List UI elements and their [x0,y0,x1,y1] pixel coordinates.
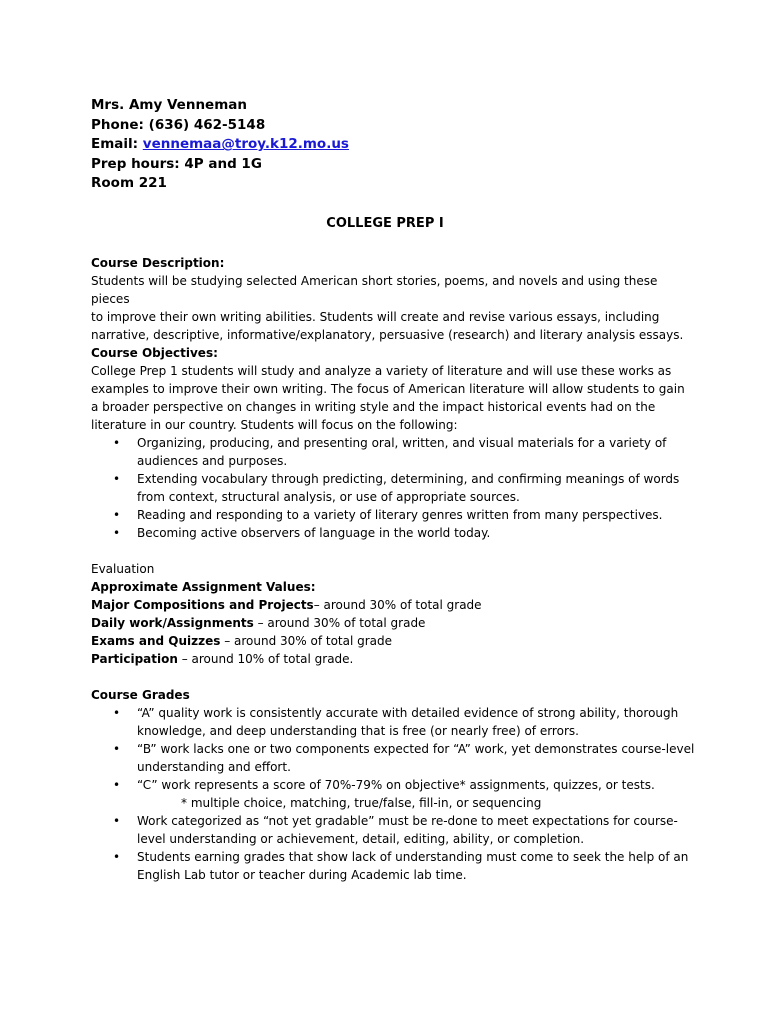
list-item-line: • Students earning grades that show lack of understanding must come to seek the help of an [137,850,689,864]
list-item-line: understanding and effort. [137,760,291,774]
section-heading: Course Grades [91,688,190,702]
weight-text: – around 30% of total grade [313,598,482,612]
list-item-line: • Extending vocabulary through predicting, determining, and confirming meanings of words [137,472,680,486]
grade-weight-row [91,614,691,632]
list-item-line: • “C” work represents a score of 70%-79% on objective* assignments, quizzes, or tests. [137,778,655,792]
grade-weight-row [91,632,691,650]
list-item-line: level understanding or achievement, detail, editing, ability, or completion. [137,832,585,846]
list-item-line: • Reading and responding to a variety of literary genres written from many perspectives. [137,508,663,522]
list-item [137,812,711,848]
subheading: Approximate Assignment Values: [91,580,316,594]
paragraph-line: to improve their own writing abilities. Students will create and revise various essays, including [91,310,660,324]
weight-label: Daily work/Assignments [91,616,254,630]
list-item-line: from context, structural analysis, or use of appropriate sources. [137,490,520,504]
list-item [137,434,691,470]
weight-label: Participation [91,652,178,666]
phone-line: Phone: (636) 462-5148 [91,116,266,133]
grade-weight-row [91,596,691,614]
list-item [137,776,711,812]
weight-label: Major Compositions and Projects [91,598,314,612]
course-description [91,254,691,344]
objectives-list [91,434,691,542]
room-number: Room 221 [91,175,167,192]
email-line [91,135,349,155]
list-item-line: audiences and purposes. [137,454,288,468]
page-title: COLLEGE PREP I [326,216,444,231]
paragraph-line: narrative, descriptive, informative/explanatory, persuasive (research) and literary analysis essays. [91,328,684,342]
email-label: Email: [91,136,143,153]
list-item [137,470,691,506]
course-objectives [91,344,691,542]
list-item-line: • “A” quality work is consistently accurate with detailed evidence of strong ability, thorough [137,706,679,720]
weight-text: – around 30% of total grade [220,634,393,648]
contact-header [91,96,349,194]
paragraph-line: a broader perspective on changes in writing style and the impact historical events had on the [91,400,656,414]
list-item-line: English Lab tutor or teacher during Academic lab time. [137,868,467,882]
list-item-line: • “B” work lacks one or two components expected for “A” work, yet demonstrates course-level [137,742,695,756]
section-heading: Evaluation [91,562,155,576]
list-item-line: • Organizing, producing, and presenting oral, written, and visual materials for a variety of [137,436,667,450]
weight-text: – around 10% of total grade. [177,652,354,666]
email-link[interactable]: vennemaa@troy.k12.mo.us [142,136,349,153]
course-grades [91,686,711,884]
list-item [137,704,711,740]
grades-list [91,704,711,884]
grade-weight-row [91,650,691,668]
weight-label: Exams and Quizzes [91,634,221,648]
list-item-line: • Becoming active observers of language in the world today. [137,526,491,540]
weight-text: – around 30% of total grade [253,616,426,630]
teacher-name: Mrs. Amy Venneman [91,97,248,113]
evaluation-section [91,560,691,668]
paragraph-line: Students will be studying selected American short stories, poems, and novels and using these pieces [91,274,658,306]
paragraph-line: literature in our country. Students will focus on the following: [91,418,458,432]
footnote-line: * multiple choice, matching, true/false, fill-in, or sequencing [181,796,542,810]
paragraph-line: examples to improve their own writing. The focus of American literature will allow students to gain [91,382,685,396]
list-item-line: knowledge, and deep understanding that is free (or nearly free) of errors. [137,724,579,738]
list-item [137,848,711,884]
list-item [137,740,711,776]
section-heading: Course Description: [91,256,225,270]
list-item-line: • Work categorized as “not yet gradable” must be re-done to meet expectations for course- [137,814,678,828]
prep-hours: Prep hours: 4P and 1G [91,155,262,172]
section-heading: Course Objectives: [91,346,218,360]
list-item [137,506,691,524]
paragraph-line: College Prep 1 students will study and analyze a variety of literature and will use these works as [91,364,672,378]
list-item [137,524,691,542]
